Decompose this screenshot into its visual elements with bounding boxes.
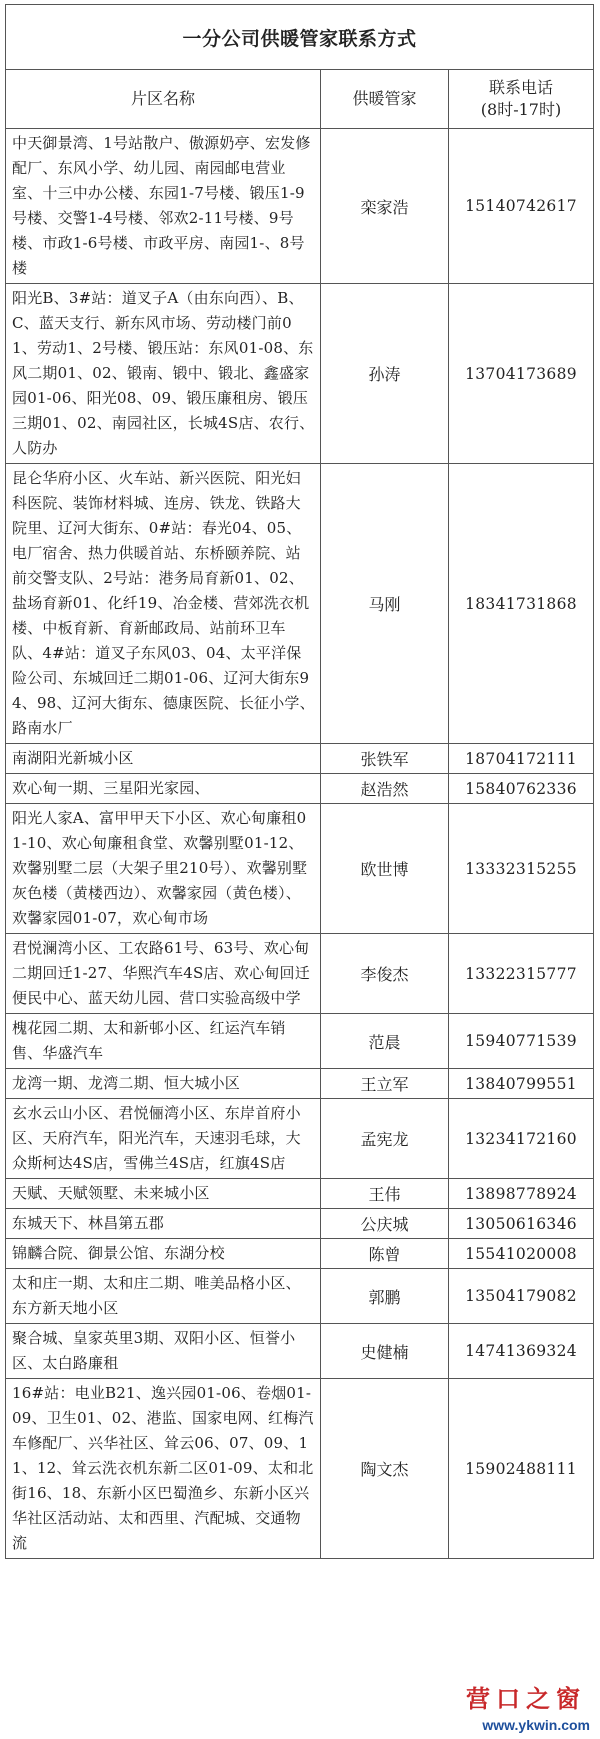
table-row: [6, 744, 594, 774]
table-row: [6, 1099, 594, 1179]
table-row: [6, 464, 594, 744]
title-row: [6, 5, 594, 70]
table-row: [6, 129, 594, 284]
manager-name-cell: 王立军: [321, 1069, 449, 1099]
manager-name-cell: 李俊杰: [321, 934, 449, 1014]
header-phone-label: 联系电话: [489, 78, 554, 97]
manager-name-cell: 史健楠: [321, 1324, 449, 1379]
area-name-cell: 东城天下、林昌第五郡: [6, 1209, 321, 1239]
phone-number-cell: 13322315777: [449, 934, 594, 1014]
table-row: [6, 1014, 594, 1069]
table-body: [6, 129, 594, 1559]
area-name-cell: 槐花园二期、太和新邨小区、红运汽车销售、华盛汽车: [6, 1014, 321, 1069]
area-name-cell: 16#站：电业B21、逸兴园01-06、卷烟01-09、卫生01、02、港监、国家电网、红梅汽车修配厂、兴华社区、耸云06、07、09、11、12、耸云洗衣机东新二区01-09、太和北街16、18、东新小区巴蜀渔乡、东新小区兴华社区活动站、太和西里、汽配城、交通物流: [6, 1379, 321, 1559]
area-name-cell: 君悦澜湾小区、工农路61号、63号、欢心甸二期回迁1-27、华熙汽车4S店、欢心甸回迁便民中心、蓝天幼儿园、营口实验高级中学: [6, 934, 321, 1014]
contact-table: [5, 4, 594, 1559]
phone-number-cell: 13898778924: [449, 1179, 594, 1209]
manager-name-cell: 王伟: [321, 1179, 449, 1209]
manager-name-cell: 张铁军: [321, 744, 449, 774]
area-name-cell: 聚合城、皇家英里3期、双阳小区、恒誉小区、太白路廉租: [6, 1324, 321, 1379]
table-row: [6, 1379, 594, 1559]
phone-number-cell: 13504179082: [449, 1269, 594, 1324]
phone-number-cell: 13234172160: [449, 1099, 594, 1179]
phone-number-cell: 15541020008: [449, 1239, 594, 1269]
phone-number-cell: 13704173689: [449, 284, 594, 464]
header-row: [6, 70, 594, 129]
header-manager: 供暖管家: [321, 70, 449, 129]
area-name-cell: 南湖阳光新城小区: [6, 744, 321, 774]
header-phone-hours: (8时-17时): [480, 100, 562, 119]
area-name-cell: 锦麟合院、御景公馆、东湖分校: [6, 1239, 321, 1269]
contact-sheet: [5, 4, 593, 1559]
header-area: 片区名称: [6, 70, 321, 129]
phone-number-cell: 15840762336: [449, 774, 594, 804]
phone-number-cell: 15940771539: [449, 1014, 594, 1069]
manager-name-cell: 孟宪龙: [321, 1099, 449, 1179]
table-row: [6, 1269, 594, 1324]
area-name-cell: 昆仑华府小区、火车站、新兴医院、阳光妇科医院、装饰材料城、连房、铁龙、铁路大院里、辽河大街东、0#站：春光04、05、电厂宿舍、热力供暖首站、东桥颐养院、站前交警支队、2号站：港务局育新01、02、盐场育新01、化纤19、冶金楼、营郊洗衣机楼、中板育新、育新邮政局、站前环卫车队、4#站：道叉子东风03、04、太平洋保险公司、东城回迁二期01-06、辽河大街东94、98、辽河大街东、德康医院、长征小学、路南水厂: [6, 464, 321, 744]
phone-number-cell: 14741369324: [449, 1324, 594, 1379]
table-row: [6, 1209, 594, 1239]
table-row: [6, 804, 594, 934]
area-name-cell: 阳光人家A、富甲甲天下小区、欢心甸廉租01-10、欢心甸廉租食堂、欢馨别墅01-12、欢馨别墅二层（大架子里210号）、欢馨别墅灰色楼（黄楼西边）、欢馨家园（黄色楼）、欢馨家园01-07，欢心甸市场: [6, 804, 321, 934]
area-name-cell: 欢心甸一期、三星阳光家园、: [6, 774, 321, 804]
area-name-cell: 中天御景湾、1号站散户、傲源奶亭、宏发修配厂、东风小学、幼儿园、南园邮电营业室、十三中办公楼、东园1-7号楼、锻压1-9号楼、交警1-4号楼、邻欢2-11号楼、9号楼、市政1-6号楼、市政平房、南园1-、8号楼: [6, 129, 321, 284]
manager-name-cell: 栾家浩: [321, 129, 449, 284]
phone-number-cell: 18341731868: [449, 464, 594, 744]
manager-name-cell: 马刚: [321, 464, 449, 744]
manager-name-cell: 欧世博: [321, 804, 449, 934]
table-row: [6, 1324, 594, 1379]
area-name-cell: 阳光B、3#站：道叉子A（由东向西）、B、C、蓝天支行、新东风市场、劳动楼门前01、劳动1、2号楼、锻压站：东风01-08、东风二期01、02、锻南、锻中、锻北、鑫盛家园01-06、阳光08、09、锻压廉租房、锻压三期01、02、南园社区，长城4S店、农行、人防办: [6, 284, 321, 464]
manager-name-cell: 陈曾: [321, 1239, 449, 1269]
page-title: 一分公司供暖管家联系方式: [6, 5, 594, 70]
phone-number-cell: 13840799551: [449, 1069, 594, 1099]
table-row: [6, 1239, 594, 1269]
watermark-name: 营口之窗: [466, 1684, 586, 1713]
manager-name-cell: 范晨: [321, 1014, 449, 1069]
manager-name-cell: 赵浩然: [321, 774, 449, 804]
table-row: [6, 1179, 594, 1209]
header-phone: [449, 70, 594, 129]
area-name-cell: 天赋、天赋领墅、未来城小区: [6, 1179, 321, 1209]
phone-number-cell: 18704172111: [449, 744, 594, 774]
phone-number-cell: 15140742617: [449, 129, 594, 284]
phone-number-cell: 13332315255: [449, 804, 594, 934]
manager-name-cell: 陶文杰: [321, 1379, 449, 1559]
watermark-url: www.ykwin.com: [482, 1717, 590, 1733]
area-name-cell: 玄水云山小区、君悦俪湾小区、东岸首府小区、天府汽车，阳光汽车，天速羽毛球，大众斯柯达4S店，雪佛兰4S店，红旗4S店: [6, 1099, 321, 1179]
manager-name-cell: 公庆城: [321, 1209, 449, 1239]
area-name-cell: 龙湾一期、龙湾二期、恒大城小区: [6, 1069, 321, 1099]
table-row: [6, 284, 594, 464]
phone-number-cell: 15902488111: [449, 1379, 594, 1559]
manager-name-cell: 孙涛: [321, 284, 449, 464]
watermark-logo: [422, 1677, 592, 1735]
table-row: [6, 1069, 594, 1099]
phone-number-cell: 13050616346: [449, 1209, 594, 1239]
table-row: [6, 934, 594, 1014]
manager-name-cell: 郭鹏: [321, 1269, 449, 1324]
table-row: [6, 774, 594, 804]
area-name-cell: 太和庄一期、太和庄二期、唯美品格小区、东方新天地小区: [6, 1269, 321, 1324]
